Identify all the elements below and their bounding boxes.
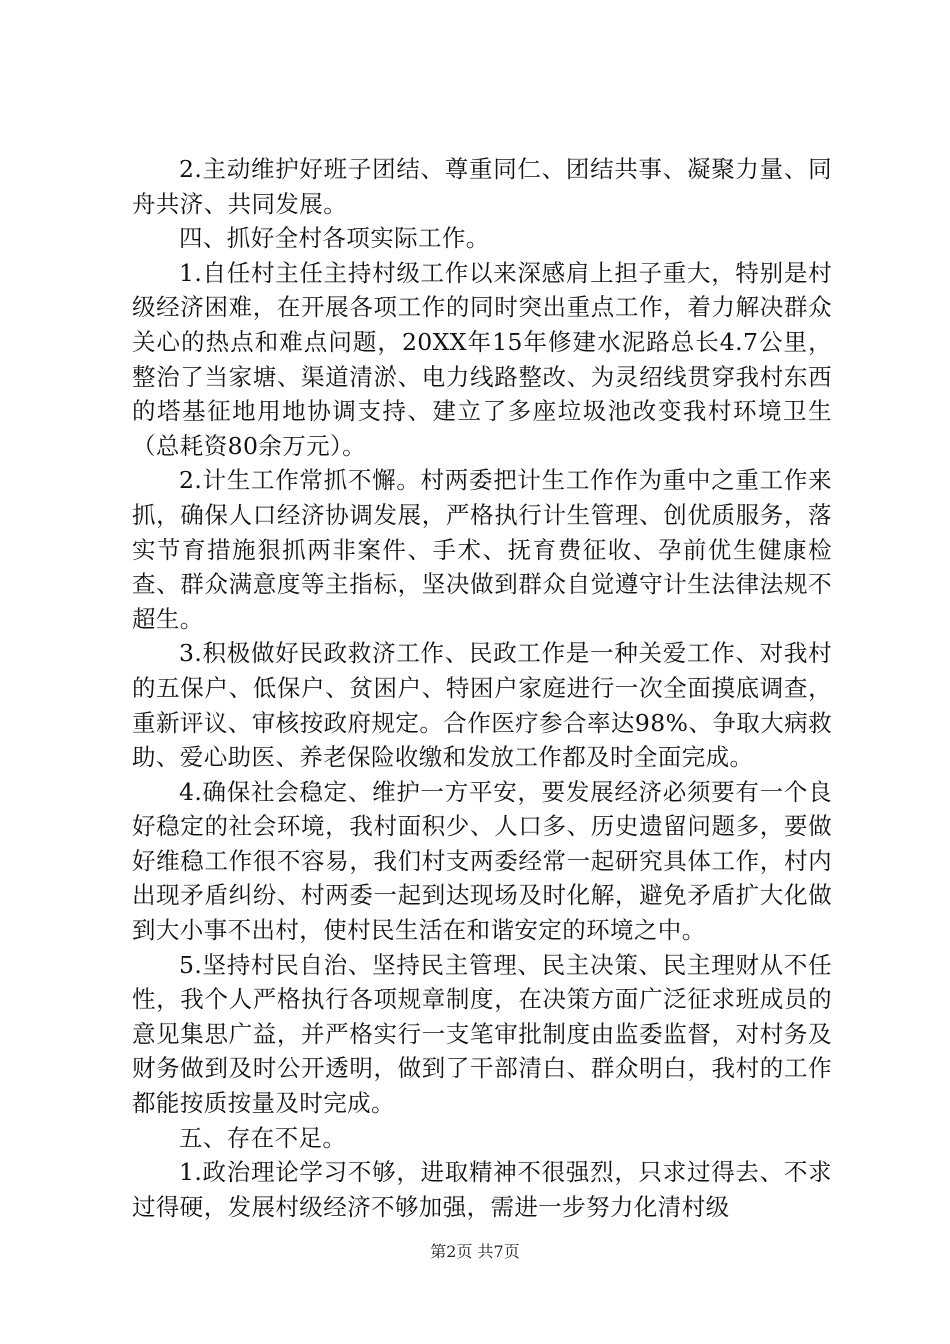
paragraph-family-planning: 2.计生工作常抓不懈。村两委把计生工作作为重中之重工作来抓，确保人口经济协调发展，严格执行计生管理、创优质服务，落实节育措施狠抓两非案件、手术、抚育费征收、孕前优生健康检查、群众满意度等主指标，坚决做到群众自觉遵守计生法律法规不超生。 bbox=[132, 466, 832, 633]
paragraph-social-stability: 4.确保社会稳定、维护一方平安，要发展经济必须要有一个良好稳定的社会环境，我村面积少、人口多、历史遗留问题多，要做好维稳工作很不容易，我们村支两委经常一起研究具体工作，村内出现矛盾纠纷、村两委一起到达现场及时化解，避免矛盾扩大化做到大小事不出村，使村民生活在和谐安定的环境之中。 bbox=[132, 777, 832, 945]
paragraph-unity: 2.主动维护好班子团结、尊重同仁、团结共事、凝聚力量、同舟共济、共同发展。 bbox=[132, 155, 832, 218]
heading-section-four: 四、抓好全村各项实际工作。 bbox=[179, 224, 490, 253]
paragraph-shortcomings: 1.政治理论学习不够，进取精神不很强烈，只求过得去、不求过得硬，发展村级经济不够加强，需进一步努力化清村级 bbox=[132, 1158, 832, 1221]
paragraph-village-work: 1.自任村主任主持村级工作以来深感肩上担子重大，特别是村级经济困难，在开展各项工作的同时突出重点工作，着力解决群众关心的热点和难点问题，20XX年15年修建水泥路总长4.7公里，整治了当家塘、渠道清淤、电力线路整改、为灵绍线贯穿我村东西的塔基征地用地协调支持、建立了多座垃圾池改变我村环境卫生（总耗资80余万元）。 bbox=[132, 258, 832, 460]
paragraph-self-governance: 5.坚持村民自治、坚持民主管理、民主决策、民主理财从不任性，我个人严格执行各项规章制度，在决策方面广泛征求班成员的意见集思广益，并严格实行一支笔审批制度由监委监督，对村务及财务做到及时公开透明，做到了干部清白、群众明白，我村的工作都能按质按量及时完成。 bbox=[132, 950, 832, 1118]
page-number-footer: 第2页 共7页 bbox=[430, 1242, 520, 1261]
document-body bbox=[132, 152, 832, 1224]
paragraph-civil-affairs: 3.积极做好民政救济工作、民政工作是一种关爱工作、对我村的五保户、低保户、贫困户、特困户家庭进行一次全面摸底调查，重新评议、审核按政府规定。合作医疗参合率达98%、争取大病救助、爱心助医、养老保险收缴和发放工作都及时全面完成。 bbox=[132, 639, 832, 772]
heading-section-five: 五、存在不足。 bbox=[179, 1123, 347, 1152]
